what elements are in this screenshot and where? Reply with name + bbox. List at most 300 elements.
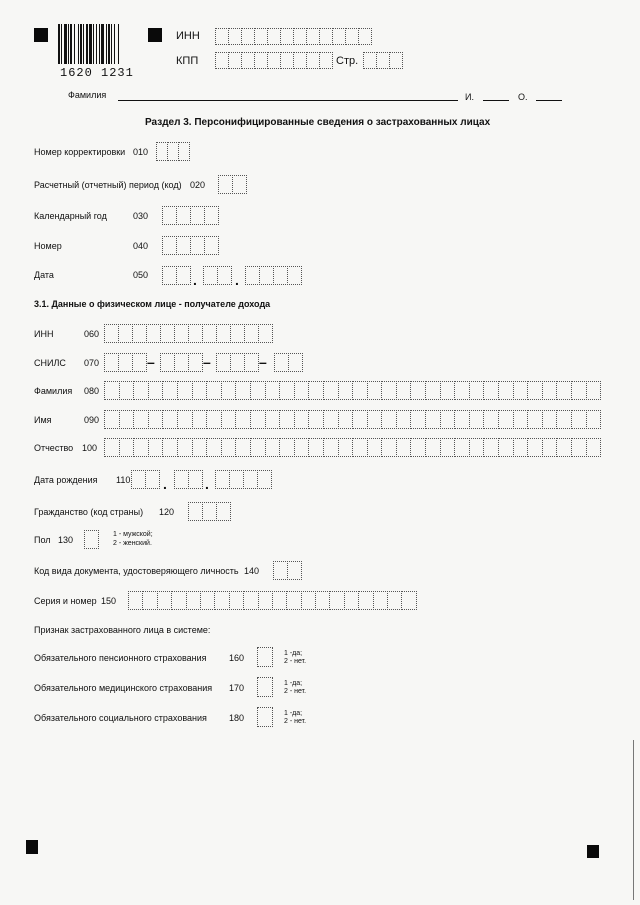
surname-label: Фамилия [34, 386, 73, 396]
social-code: 180 [229, 713, 245, 723]
input-cell[interactable] [177, 381, 193, 400]
input-cell[interactable] [104, 381, 120, 400]
input-cell[interactable] [265, 410, 281, 429]
input-cell[interactable] [221, 381, 237, 400]
input-cell[interactable] [128, 591, 143, 610]
input-cell[interactable] [162, 236, 177, 255]
input-cell[interactable] [119, 381, 135, 400]
input-cell[interactable] [241, 28, 255, 45]
input-cell[interactable] [217, 266, 232, 285]
input-cell[interactable] [513, 410, 529, 429]
input-cell[interactable] [221, 438, 237, 457]
year-field[interactable] [162, 206, 218, 225]
surname-field[interactable] [104, 381, 600, 400]
header-inn-field[interactable] [215, 28, 371, 45]
snils-dash: – [259, 354, 267, 370]
input-cell[interactable] [241, 52, 255, 69]
birthdate-month-field[interactable] [174, 470, 202, 489]
input-cell[interactable] [571, 410, 587, 429]
input-cell[interactable] [229, 591, 244, 610]
barcode-bar [64, 24, 67, 64]
insured-title: Признак застрахованного лица в системе: [34, 625, 211, 635]
pension-option-no: 2 - нет. [284, 658, 307, 665]
input-cell[interactable] [469, 438, 485, 457]
input-cell[interactable] [352, 381, 368, 400]
input-cell[interactable] [265, 438, 281, 457]
header-initial-i-line[interactable] [483, 100, 509, 101]
person-inn-label: ИНН [34, 329, 54, 339]
input-cell[interactable] [410, 438, 426, 457]
input-cell[interactable] [216, 324, 231, 343]
input-cell[interactable] [319, 28, 333, 45]
input-cell[interactable] [206, 438, 222, 457]
input-cell[interactable] [162, 381, 178, 400]
input-cell[interactable] [527, 381, 543, 400]
sex-option-female: 2 - женский. [113, 540, 152, 547]
input-cell[interactable] [279, 410, 295, 429]
input-cell[interactable] [345, 28, 359, 45]
scan-edge-line [633, 740, 634, 900]
date-year-field[interactable] [245, 266, 301, 285]
patronymic-field[interactable] [104, 438, 600, 457]
period-field[interactable] [218, 175, 246, 194]
number-field[interactable] [162, 236, 218, 255]
snils-part1-field[interactable] [104, 353, 146, 372]
input-cell[interactable] [188, 353, 203, 372]
input-cell[interactable] [440, 438, 456, 457]
input-cell[interactable] [556, 410, 572, 429]
input-cell[interactable] [216, 502, 231, 521]
barcode-number: 1620 1231 [60, 66, 134, 80]
date-day-field[interactable] [162, 266, 190, 285]
input-cell[interactable] [190, 206, 205, 225]
birthdate-code: 110 [116, 475, 131, 485]
input-cell[interactable] [338, 438, 354, 457]
input-cell[interactable] [513, 381, 529, 400]
input-cell[interactable] [498, 438, 514, 457]
input-cell[interactable] [319, 52, 333, 69]
input-cell[interactable] [186, 591, 201, 610]
input-cell[interactable] [174, 353, 189, 372]
input-cell[interactable] [556, 381, 572, 400]
input-cell[interactable] [306, 28, 320, 45]
barcode-bar [74, 24, 75, 64]
input-cell[interactable] [527, 438, 543, 457]
input-cell[interactable] [288, 353, 303, 372]
input-cell[interactable] [162, 266, 177, 285]
input-cell[interactable] [586, 410, 602, 429]
input-cell[interactable] [254, 52, 268, 69]
input-cell[interactable] [160, 353, 175, 372]
input-cell[interactable] [469, 410, 485, 429]
input-cell[interactable] [215, 470, 230, 489]
input-cell[interactable] [279, 438, 295, 457]
input-cell[interactable] [294, 381, 310, 400]
input-cell[interactable] [133, 410, 149, 429]
input-cell[interactable] [235, 438, 251, 457]
input-cell[interactable] [162, 438, 178, 457]
input-cell[interactable] [358, 591, 373, 610]
input-cell[interactable] [245, 266, 260, 285]
input-cell[interactable] [410, 381, 426, 400]
input-cell[interactable] [229, 470, 244, 489]
input-cell[interactable] [498, 410, 514, 429]
input-cell[interactable] [192, 410, 208, 429]
input-cell[interactable] [174, 324, 189, 343]
input-cell[interactable] [202, 502, 217, 521]
input-cell[interactable] [332, 28, 346, 45]
input-cell[interactable] [254, 28, 268, 45]
sex-code: 130 [58, 535, 74, 545]
header-kpp-field[interactable] [215, 52, 332, 69]
input-cell[interactable] [323, 410, 339, 429]
input-cell[interactable] [273, 561, 288, 580]
input-cell[interactable] [162, 206, 177, 225]
input-cell[interactable] [228, 52, 242, 69]
input-cell[interactable] [250, 410, 266, 429]
input-cell[interactable] [265, 381, 281, 400]
series-number-field[interactable] [128, 591, 416, 610]
input-cell[interactable] [257, 647, 273, 667]
input-cell[interactable] [338, 410, 354, 429]
snils-code: 070 [84, 358, 100, 368]
input-cell[interactable] [221, 410, 237, 429]
input-cell[interactable] [258, 324, 273, 343]
sex-field[interactable] [84, 530, 98, 549]
input-cell[interactable] [214, 591, 229, 610]
input-cell[interactable] [469, 381, 485, 400]
input-cell[interactable] [228, 28, 242, 45]
barcode-bar [83, 24, 84, 64]
input-cell[interactable] [148, 381, 164, 400]
input-cell[interactable] [257, 677, 273, 697]
input-cell[interactable] [148, 410, 164, 429]
input-cell[interactable] [483, 438, 499, 457]
barcode-bar [96, 24, 97, 64]
input-cell[interactable] [308, 381, 324, 400]
input-cell[interactable] [338, 381, 354, 400]
medical-option-no: 2 - нет. [284, 688, 307, 695]
sex-option-male: 1 - мужской; [113, 531, 153, 538]
input-cell[interactable] [104, 410, 120, 429]
snils-part2-field[interactable] [160, 353, 202, 372]
input-cell[interactable] [250, 438, 266, 457]
input-cell[interactable] [206, 381, 222, 400]
input-cell[interactable] [132, 324, 147, 343]
header-inn-label: ИНН [176, 30, 200, 42]
input-cell[interactable] [454, 381, 470, 400]
input-cell[interactable] [235, 410, 251, 429]
input-cell[interactable] [425, 438, 441, 457]
input-cell[interactable] [267, 28, 281, 45]
pension-code: 160 [229, 653, 245, 663]
barcode-bar [86, 24, 88, 64]
input-cell[interactable] [118, 324, 133, 343]
correction-label: Номер корректировки [34, 147, 126, 157]
header-surname-line[interactable] [118, 100, 458, 101]
input-cell[interactable] [425, 381, 441, 400]
barcode-bar [101, 24, 104, 64]
input-cell[interactable] [133, 381, 149, 400]
input-cell[interactable] [244, 324, 259, 343]
input-cell[interactable] [315, 591, 330, 610]
date-month-field[interactable] [203, 266, 231, 285]
input-cell[interactable] [323, 381, 339, 400]
barcode [58, 24, 138, 68]
input-cell[interactable] [118, 353, 133, 372]
medical-field[interactable] [257, 677, 272, 697]
pension-field[interactable] [257, 647, 272, 667]
date-separator: . [235, 272, 239, 288]
input-cell[interactable] [157, 591, 172, 610]
input-cell[interactable] [204, 236, 219, 255]
registration-marker-top-left [34, 28, 48, 42]
medical-code: 170 [229, 683, 245, 693]
input-cell[interactable] [389, 52, 403, 69]
input-cell[interactable] [586, 438, 602, 457]
input-cell[interactable] [293, 28, 307, 45]
input-cell[interactable] [513, 438, 529, 457]
input-cell[interactable] [188, 502, 203, 521]
snils-part4-field[interactable] [274, 353, 302, 372]
input-cell[interactable] [483, 410, 499, 429]
input-cell[interactable] [257, 470, 272, 489]
input-cell[interactable] [571, 438, 587, 457]
input-cell[interactable] [425, 410, 441, 429]
input-cell[interactable] [176, 266, 191, 285]
input-cell[interactable] [230, 353, 245, 372]
input-cell[interactable] [273, 266, 288, 285]
header-initial-o-line[interactable] [536, 100, 562, 101]
input-cell[interactable] [177, 438, 193, 457]
barcode-bar [78, 24, 79, 64]
header-initial-o-label: О. [518, 92, 528, 102]
document-type-field[interactable] [273, 561, 301, 580]
barcode-bar [118, 24, 119, 64]
barcode-bar [68, 24, 69, 64]
date-code: 050 [133, 270, 149, 280]
input-cell[interactable] [218, 175, 233, 194]
birthdate-separator: . [205, 476, 209, 492]
document-type-label: Код вида документа, удостоверяющего личность [34, 566, 239, 576]
input-cell[interactable] [177, 410, 193, 429]
barcode-bar [58, 24, 60, 64]
input-cell[interactable] [176, 206, 191, 225]
sex-label: Пол [34, 535, 51, 545]
input-cell[interactable] [215, 28, 229, 45]
input-cell[interactable] [243, 591, 258, 610]
input-cell[interactable] [131, 470, 146, 489]
barcode-bar [114, 24, 115, 64]
social-field[interactable] [257, 707, 272, 727]
input-cell[interactable] [358, 28, 372, 45]
input-cell[interactable] [119, 438, 135, 457]
input-cell[interactable] [267, 52, 281, 69]
input-cell[interactable] [119, 410, 135, 429]
input-cell[interactable] [287, 266, 302, 285]
input-cell[interactable] [272, 591, 287, 610]
snils-label: СНИЛС [34, 358, 66, 368]
input-cell[interactable] [204, 206, 219, 225]
name-field[interactable] [104, 410, 600, 429]
input-cell[interactable] [396, 438, 412, 457]
correction-code: 010 [133, 147, 149, 157]
input-cell[interactable] [323, 438, 339, 457]
input-cell[interactable] [280, 28, 294, 45]
input-cell[interactable] [308, 438, 324, 457]
input-cell[interactable] [132, 353, 147, 372]
social-label: Обязательного социального страхования [34, 713, 207, 723]
input-cell[interactable] [215, 52, 229, 69]
barcode-image [58, 24, 138, 68]
barcode-bar [108, 24, 110, 64]
input-cell[interactable] [104, 324, 119, 343]
input-cell[interactable] [286, 591, 301, 610]
input-cell[interactable] [571, 381, 587, 400]
input-cell[interactable] [401, 591, 416, 610]
input-cell[interactable] [367, 410, 383, 429]
input-cell[interactable] [104, 353, 119, 372]
snils-dash: – [203, 354, 211, 370]
pension-option-yes: 1 -да; [284, 650, 303, 657]
input-cell[interactable] [232, 175, 247, 194]
input-cell[interactable] [244, 353, 259, 372]
input-cell[interactable] [294, 438, 310, 457]
input-cell[interactable] [206, 410, 222, 429]
input-cell[interactable] [145, 470, 160, 489]
input-cell[interactable] [440, 410, 456, 429]
input-cell[interactable] [146, 324, 161, 343]
input-cell[interactable] [279, 381, 295, 400]
citizenship-label: Гражданство (код страны) [34, 507, 144, 517]
input-cell[interactable] [287, 561, 302, 580]
input-cell[interactable] [190, 236, 205, 255]
input-cell[interactable] [381, 438, 397, 457]
birthdate-day-field[interactable] [131, 470, 159, 489]
input-cell[interactable] [104, 438, 120, 457]
input-cell[interactable] [381, 381, 397, 400]
input-cell[interactable] [586, 381, 602, 400]
period-code: 020 [190, 180, 206, 190]
input-cell[interactable] [259, 266, 274, 285]
page-number-field[interactable] [363, 52, 402, 69]
input-cell[interactable] [203, 266, 218, 285]
input-cell[interactable] [188, 324, 203, 343]
input-cell[interactable] [542, 410, 558, 429]
document-type-code: 140 [244, 566, 260, 576]
snils-part3-field[interactable] [216, 353, 258, 372]
input-cell[interactable] [381, 410, 397, 429]
input-cell[interactable] [174, 470, 189, 489]
input-cell[interactable] [200, 591, 215, 610]
birthdate-label: Дата рождения [34, 475, 98, 485]
input-cell[interactable] [308, 410, 324, 429]
input-cell[interactable] [387, 591, 402, 610]
input-cell[interactable] [396, 381, 412, 400]
surname-code: 080 [84, 386, 100, 396]
period-label: Расчетный (отчетный) период (код) [34, 180, 182, 190]
input-cell[interactable] [280, 52, 294, 69]
header-kpp-label: КПП [176, 55, 199, 67]
citizenship-field[interactable] [188, 502, 230, 521]
input-cell[interactable] [293, 52, 307, 69]
input-cell[interactable] [162, 410, 178, 429]
input-cell[interactable] [176, 236, 191, 255]
section31-title: 3.1. Данные о физическом лице - получателе дохода [34, 299, 271, 309]
input-cell[interactable] [243, 470, 258, 489]
input-cell[interactable] [192, 381, 208, 400]
header-initial-i-label: И. [465, 92, 474, 102]
input-cell[interactable] [454, 410, 470, 429]
input-cell[interactable] [178, 142, 190, 161]
input-cell[interactable] [483, 381, 499, 400]
input-cell[interactable] [454, 438, 470, 457]
page-number-label: Стр. [336, 55, 359, 67]
input-cell[interactable] [235, 381, 251, 400]
person-inn-field[interactable] [104, 324, 272, 343]
correction-field[interactable] [156, 142, 189, 161]
input-cell[interactable] [84, 530, 99, 549]
input-cell[interactable] [301, 591, 316, 610]
input-cell[interactable] [148, 438, 164, 457]
input-cell[interactable] [230, 324, 245, 343]
input-cell[interactable] [160, 324, 175, 343]
input-cell[interactable] [376, 52, 390, 69]
series-number-label: Серия и номер [34, 596, 97, 606]
input-cell[interactable] [192, 438, 208, 457]
section3-title: Раздел 3. Персонифицированные сведения о застрахованных лицах [145, 117, 491, 128]
pension-label: Обязательного пенсионного страхования [34, 653, 207, 663]
input-cell[interactable] [367, 438, 383, 457]
input-cell[interactable] [410, 410, 426, 429]
input-cell[interactable] [306, 52, 320, 69]
input-cell[interactable] [202, 324, 217, 343]
input-cell[interactable] [352, 438, 368, 457]
input-cell[interactable] [188, 470, 203, 489]
input-cell[interactable] [373, 591, 388, 610]
input-cell[interactable] [363, 52, 377, 69]
input-cell[interactable] [258, 591, 273, 610]
input-cell[interactable] [344, 591, 359, 610]
input-cell[interactable] [274, 353, 289, 372]
input-cell[interactable] [440, 381, 456, 400]
input-cell[interactable] [294, 410, 310, 429]
input-cell[interactable] [142, 591, 157, 610]
birthdate-year-field[interactable] [215, 470, 271, 489]
input-cell[interactable] [542, 438, 558, 457]
input-cell[interactable] [257, 707, 273, 727]
number-label: Номер [34, 241, 62, 251]
input-cell[interactable] [352, 410, 368, 429]
name-code: 090 [84, 415, 100, 425]
series-number-code: 150 [101, 596, 117, 606]
input-cell[interactable] [542, 381, 558, 400]
input-cell[interactable] [133, 438, 149, 457]
input-cell[interactable] [367, 381, 383, 400]
input-cell[interactable] [171, 591, 186, 610]
barcode-bar [61, 24, 62, 64]
input-cell[interactable] [556, 438, 572, 457]
social-option-yes: 1 -да; [284, 710, 303, 717]
input-cell[interactable] [216, 353, 231, 372]
snils-dash: – [147, 354, 155, 370]
input-cell[interactable] [498, 381, 514, 400]
citizenship-code: 120 [159, 507, 175, 517]
input-cell[interactable] [527, 410, 543, 429]
input-cell[interactable] [396, 410, 412, 429]
input-cell[interactable] [329, 591, 344, 610]
input-cell[interactable] [250, 381, 266, 400]
